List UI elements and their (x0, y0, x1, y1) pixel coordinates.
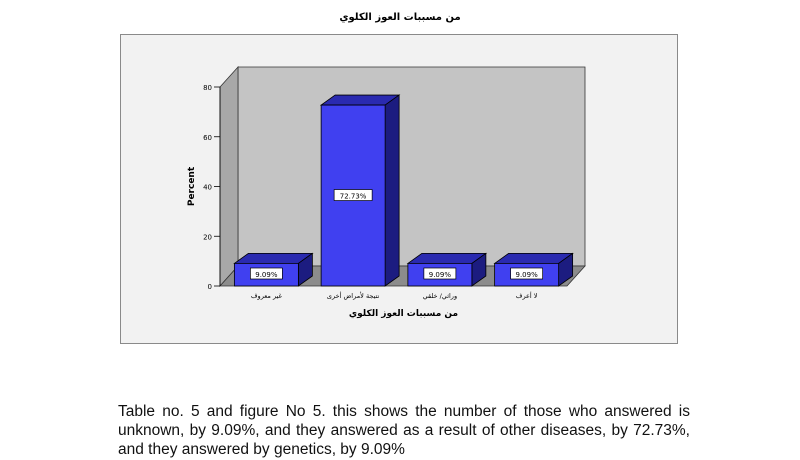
side-wall (220, 67, 238, 286)
y-tick-label: 40 (203, 183, 212, 192)
data-label: 9.09% (255, 271, 278, 279)
chart-title: من مسببات العوز الكلوي (339, 12, 461, 23)
y-axis-title: Percent (187, 166, 197, 207)
back-wall (238, 67, 585, 266)
y-tick-label: 20 (203, 233, 212, 242)
category-label: لا أعرف (515, 292, 538, 300)
y-tick-label: 80 (203, 84, 212, 92)
figure-caption: Table no. 5 and figure No 5. this shows the number of those who answered is unknown, by 9.09%, and they answered as a result of other diseases, by 72.73%, and they answered by genetics, by 9.09% (118, 402, 690, 458)
data-label: 9.09% (428, 271, 451, 279)
category-label: نتيجة لأمراض أخرى (326, 292, 380, 300)
y-tick-label: 0 (207, 283, 212, 291)
bar-chart (120, 34, 678, 344)
bar-side (385, 95, 399, 286)
data-label: 9.09% (515, 271, 538, 279)
category-label: وراثي/ خلقي (422, 292, 458, 300)
y-tick-label: 60 (203, 133, 212, 142)
x-axis-title: من مسببات العوز الكلوي (348, 309, 459, 319)
category-label: غير معروف (250, 292, 282, 300)
data-label: 72.73% (339, 192, 367, 201)
